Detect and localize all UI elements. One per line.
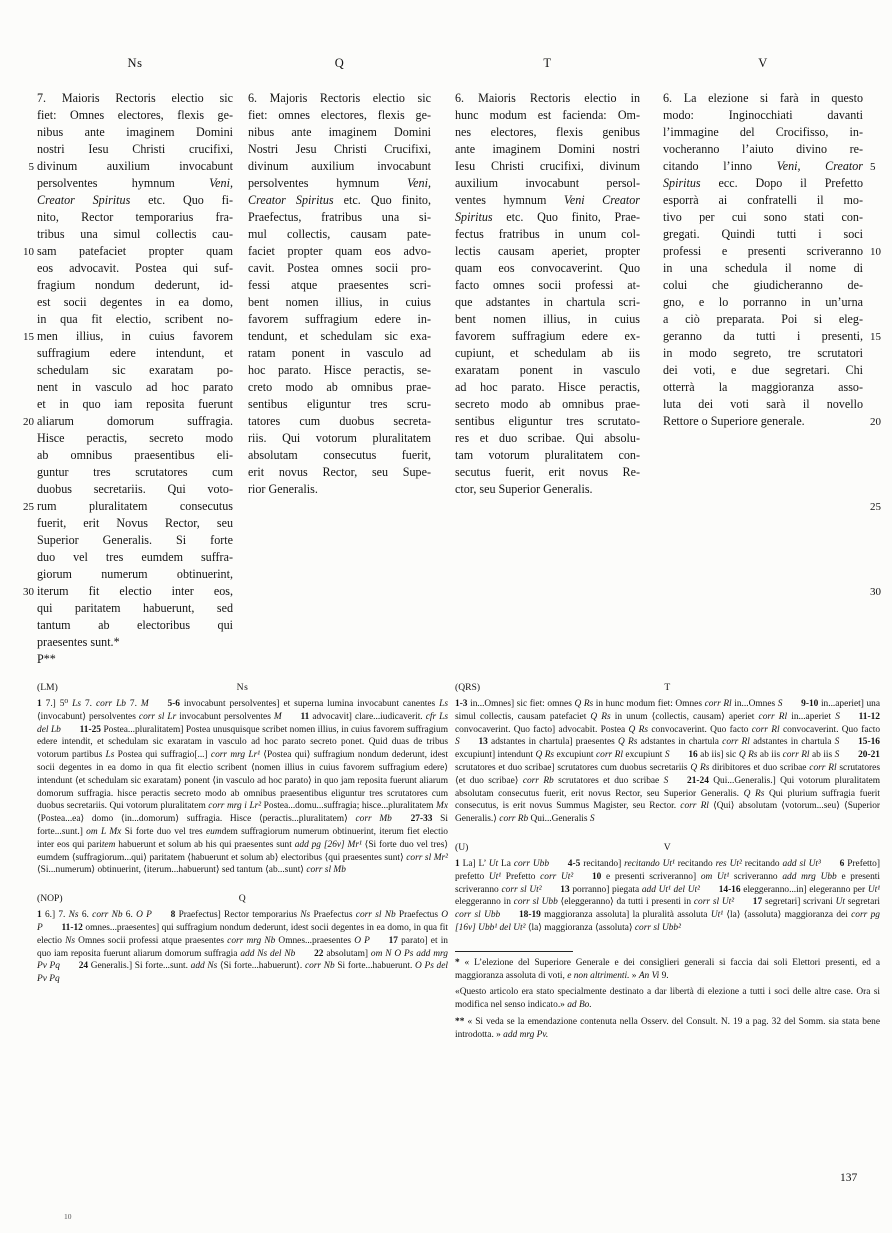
text-line: mul collectis, causam pate- [248, 227, 431, 241]
apparatus-block [37, 682, 448, 877]
text-line: Iesu Christi crucifixi, divinum [455, 159, 640, 173]
text-line: favorem suffragium edere in- [248, 312, 431, 326]
text-line: men illius, in cuius favorem [37, 329, 233, 343]
text-line: hoc parato. Hisce peractis, se- [248, 363, 431, 377]
page-number: 137 [840, 1172, 858, 1184]
apparatus-block [37, 893, 448, 986]
apparatus-text: 1 La] L’ Ut La corr Ubb 4-5 recitando] recitando Ut¹ recitando res Ut² recitando add sl Ut³ 6 Prefetto] prefetto Ut¹ Prefetto corr Ut² 10 e presenti scriveranno] om Ut¹ scriveranno add mrg Ubb e presenti scriveranno corr sl Ut² 13 porranno] piegata add Ut¹ del Ut² 14-16 eleggeranno...in] elegeranno per Ut¹ eleggeranno in corr sl Ubb ⟨eleggeranno⟩ da tutti i presenti in corr sl Ut² 17 segretari] scrivani Ut segretari corr sl Ubb 18-19 maggioranza assoluta] la pluralità assoluta Ut¹ ⟨la⟩ ⟨assoluta⟩ maggioranza dei corr pg [16v] Ubb¹ del Ut² ⟨la⟩ maggioranza ⟨assoluta⟩ corr sl Ubb² [455, 858, 881, 933]
apparatus-siglum: (U) [455, 841, 469, 853]
text-line: gno, e lo porranno in un’urna [663, 295, 863, 309]
apparatus-siglum: (LM) [37, 682, 58, 693]
text-line: facto omnes socii professi at- [455, 278, 640, 292]
text-line: schedulam sic exaratam po- [37, 363, 233, 377]
text-line: aliarum domorum suffragia. [37, 414, 233, 428]
footnote: * « L’elezione del Superiore Generale e dei consiglieri generali si faccia dai soli Elettori presenti, ed a maggioranza assoluta di voti, e non altrimenti. » An Vi 9. [455, 957, 880, 981]
text-line: Spiritus ecc. Dopo il Prefetto [663, 176, 863, 190]
text-line: fragium nondum dederunt, id- [37, 278, 233, 292]
apparatus-right-column [455, 682, 880, 1046]
text-line: que adstantes in chartula scri- [455, 295, 640, 309]
text-line: nibus ante imaginem Domini [248, 125, 431, 139]
text-line: favorem suffragium edere ex- [455, 329, 640, 343]
line-number: 20 [23, 416, 34, 428]
text-line: ctor, seu Superior Generalis. [455, 482, 593, 496]
text-line: a ciò preparata. Poi si eleg- [663, 312, 863, 326]
footnote-list [455, 957, 880, 1042]
text-line: praesentes sunt.* [37, 635, 120, 649]
text-line: rum pluralitatem consecutus [37, 499, 233, 513]
text-line: divinum auxilium invocabunt [248, 159, 431, 173]
footnote: «Questo articolo era stato specialmente destinato a dar libertà di elezione a tutti i soci delle altre case. Ora si modifica nel senso indicato.» ad Bo. [455, 987, 880, 1011]
text-line: 6. Majoris Rectoris electio sic [248, 91, 431, 105]
signature-mark: 10 [64, 1212, 72, 1221]
text-line: 6. La elezione si farà in questo [663, 91, 863, 105]
text-line: iterum fit electio inter eos, [37, 584, 233, 598]
apparatus-text: 1 7.] 5⁰ Ls 7. corr Lb 7. M 5-6 invocabunt persolventes] et superna lumina invocabunt canentes Ls ⟨invocabunt⟩ persolventes corr sl Lr invocabunt persolventes M 11 advocavit] clare...iudicaverit. cfr Ls del Lb 11-25 Postea...pluralitatem] Postea unusquisque scribet nomen illius, in cuius favorem suffragium edere intendit, et schedulam sic exaratam in vasculo ad hoc parato secreto ponet. Quid duas de tribus votorum partibus Ls Postea qui suffragio[...] corr mrg Lr¹ ⟨Postea qui⟩ suffragium nondum dederunt, idest socii degentes in ea domo in qua fit electio scribent ⟨nomen illius in cuius favorem suffragium edere⟩ intendunt ⟨et schedulam sic exaratam⟩ ponent ⟨in vasculo ad hoc parato⟩ in quo jam reposita fuerunt aliarum domorum suffragia. hisce peractis secreto modo ab omnibus praesentibus eliguntur tres scrutatores cum duobus secretariis. Qui votorum pluralitatem corr mrg i Lr² Postea...domu...suffragia; hisce...pluralitatem Mx ⟨Postea...ea⟩ domo ⟨in...domorum⟩ suffragia. Hisce ⟨peractis...pluralitatem⟩ corr Mb 27-33 Si forte...sunt.] om L Mx Si forte duo vel tres eumdem suffragiorum numerum obtinuerint, iterum fiet electio inter eos qui paritem habuerunt et solum ab his qui praesentes sunt add pg [26v] Mr¹ ⟨Si forte duo vel tres⟩ eumdem ⟨suffragiorum...qui⟩ paritatem ⟨habuerunt et solum ab⟩ electoribus ⟨qui praesentes sunt⟩ corr sl Mr² ⟨Si...numerum⟩ obtinuerint, ⟨iterum...habuerunt⟩ sed tantum ⟨ab...sunt⟩ corr sl Mb [37, 699, 449, 876]
line-number: 25 [23, 501, 34, 513]
apparatus-siglum: (NOP) [37, 893, 63, 905]
text-line: tendunt, et schedulam sic exa- [248, 329, 431, 343]
text-line: sam patefaciet propter quam [37, 244, 233, 258]
text-line: quam eos convocaverint. Quo [455, 261, 640, 275]
text-line: tam votorum pluralitatem con- [455, 448, 640, 462]
apparatus-left-column [37, 682, 448, 1002]
text-line: tribus una simul collectis cau- [37, 227, 233, 241]
text-line: ante imaginem Domini nostri [455, 142, 640, 156]
text-line: Praefectus, fratribus una si- [248, 210, 431, 224]
text-line: suffragium edere intendunt, et [37, 346, 233, 360]
text-line: geranno da tutti i presenti, [663, 329, 863, 343]
text-line: fessi atque praesentes scri- [248, 278, 431, 292]
text-line: ad hoc parato. Hisce peractis, [455, 380, 640, 394]
text-line: gregati. Quindi tutti i soci [663, 227, 863, 241]
text-line: Creator Spiritus etc. Quo finito, [248, 193, 431, 207]
text-line: riis. Qui votorum pluralitatem [248, 431, 431, 445]
text-line: tatores cum duobus secreta- [248, 414, 431, 428]
text-column-t [455, 90, 640, 498]
text-line: nent in vasculo ad hoc parato [37, 380, 233, 394]
line-number: 10 [870, 246, 881, 258]
text-line: rior Generalis. [248, 482, 318, 496]
text-column-q [248, 90, 431, 498]
text-line: citando l’inno Veni, Creator [663, 159, 863, 173]
text-line: bent nomen illius, in cuius [248, 295, 431, 309]
line-number: 15 [23, 331, 34, 343]
apparatus-witness: Q [238, 893, 247, 905]
text-line: cupiunt, et schedulam ab iis [455, 346, 640, 360]
text-line: P** [37, 652, 56, 666]
column-header-ns: Ns [127, 56, 143, 70]
line-number: 30 [870, 586, 881, 598]
text-line: in una schedula il nome di [663, 261, 863, 275]
text-line: duo vel tres eumdem suffra- [37, 550, 233, 564]
line-number: 20 [870, 416, 881, 428]
apparatus-right-blocks [455, 682, 880, 935]
line-number: 15 [870, 331, 881, 343]
text-line: nibus ante imaginem Domini [37, 125, 233, 139]
apparatus-block [455, 842, 880, 935]
text-line: fiet: Omnes electores, flexis ge- [37, 108, 233, 122]
text-line: sentibus eliguntur tres scru- [248, 397, 431, 411]
footnotes [455, 951, 880, 1042]
text-line: in qua fit electio, scribent no- [37, 312, 233, 326]
left-line-numbers [8, 90, 34, 600]
text-line: et in quo iam reposita fuerunt [37, 397, 233, 411]
line-number: 30 [23, 586, 34, 598]
apparatus-witness: Ns [236, 682, 249, 693]
line-number: 25 [870, 501, 881, 513]
line-number: 10 [23, 246, 34, 258]
text-line: modo: Inginocchiati davanti [663, 108, 863, 122]
text-line: 7. Maioris Rectoris electio sic [37, 91, 233, 105]
text-line: lectis causam aperiet, propter [455, 244, 640, 258]
apparatus-text: 1 6.] 7. Ns 6. corr Nb 6. O P 8 Praefectus] Rector temporarius Ns Praefectus corr sl Nb Praefectus O P 11-12 omnes...praesentes] qui suffragium nondum dederunt, idest socii degentes in ea domo, in qua fit electio Ns Omnes socii professi atque praesentes corr mrg Nb Omnes...praesentes O P 17 parato] et in quo iam reposita fuerunt aliarum domorum suffragia add Ns del Nb 22 absolutam] om N O Ps add mrg Pv Pq 24 Generalis.] Si forte...sunt. add Ns ⟨Si forte...habuerunt⟩. corr Nb Si forte...habuerunt. O Ps del Pv Pq [37, 910, 449, 985]
text-line: Creator Spiritus etc. Quo fi- [37, 193, 233, 207]
text-line: persolventes hymnum Veni, [37, 176, 233, 190]
text-line: secreto modo ab omnibus prae- [455, 397, 640, 411]
text-line: cavit. Postea omnes socii pro- [248, 261, 431, 275]
text-line: bent nomen illius, in cuius [455, 312, 640, 326]
line-number: 5 [870, 161, 876, 173]
text-line: divinum auxilium invocabunt [37, 159, 233, 173]
text-line: nito, Rector temporarius fra- [37, 210, 233, 224]
text-line: fectus fratribus in unum col- [455, 227, 640, 241]
text-line: ab omnibus praesentibus eli- [37, 448, 233, 462]
column-header-v: V [758, 56, 768, 70]
text-line: nes electores, flexis genibus [455, 125, 640, 139]
text-line: eos advocavit. Postea qui suf- [37, 261, 233, 275]
text-line: qui paritatem habuerunt, sed [37, 601, 233, 615]
column-header-q: Q [334, 56, 345, 70]
text-line: Spiritus etc. Quo finito, Prae- [455, 210, 640, 224]
text-line: professi e presenti scriveranno [663, 244, 863, 258]
text-line: otterrà la maggioranza asso- [663, 380, 863, 394]
text-line: Rettore o Superiore generale. [663, 414, 805, 428]
text-line: secutus fuerit, erit novus Re- [455, 465, 640, 479]
text-line: vocheranno l’aiuto divino re- [663, 142, 863, 156]
text-line: exaratam ponent in vasculo [455, 363, 640, 377]
text-column-v [663, 90, 863, 430]
text-line: dei voti, e due segretari. Chi [663, 363, 863, 377]
apparatus-siglum: (QRS) [455, 682, 481, 693]
footnote-separator [455, 951, 573, 952]
text-line: luta dei voti sarà il novello [663, 397, 863, 411]
text-line: creto modo ab omnibus prae- [248, 380, 431, 394]
text-line: absolutam consecutus fuerit, [248, 448, 431, 462]
text-line: persolventes hymnum Veni, [248, 176, 431, 190]
text-line: faciet propter quam eos advo- [248, 244, 431, 258]
text-line: duobus secretariis. Qui voto- [37, 482, 233, 496]
text-line: ventes hymnum Veni Creator [455, 193, 640, 207]
text-line: fiet: omnes electores, flexis ge- [248, 108, 431, 122]
text-line: Nostri Jesu Christi Crucifixi, [248, 142, 431, 156]
apparatus-witness: T [664, 682, 671, 693]
line-number: 5 [28, 161, 34, 173]
text-line: nostri Iesu Christi crucifixi, [37, 142, 233, 156]
right-line-numbers [870, 90, 892, 600]
text-line: l’immagine del Crocifisso, in- [663, 125, 863, 139]
apparatus-text: 1-3 in...Omnes] sic fiet: omnes Q Rs in hunc modum fiet: Omnes corr Rl in...Omnes S 9-10 in...aperiet] una simul collectis, causam patefaciet Q Rs in unum ⟨collectis, causam⟩ aperiet corr Rl in...aperiet S 11-12 convocaverint. Quo facto] advocabit. Postea Q Rs convocaverint. Quo facto corr Rl convocaverint. Quo facto S 13 adstantes in chartula] praesentes Q Rs adstantes in chartula corr Rl adstantes in chartula S 15-16 excupiunt] intendunt Q Rs excupiunt corr Rl excupiunt S 16 ab iis] sic Q Rs ab iis corr Rl ab iis S 20-21 scrutatores et duo scribae] scrutatores cum duobus secretariis Q Rs diribitores et duo scribae corr Rl scrutatores ⟨et duo scribae⟩ corr Rb scrutatores et duo scribae S 21-24 Qui...Generalis.] Qui votorum pluralitatem absolutam consecutus fuerit, erit novus Rector, seu Superior Generalis. Q Rs Qui plurium suffragia fuerit consecutus, is erit novus Summus Magister, seu Rector. corr Rl ⟨Qui⟩ absolutam ⟨votorum...seu⟩ ⟨Superior Generalis.⟩ corr Rb Qui...Generalis S [455, 699, 881, 825]
footnote: ** « Si veda se la emendazione contenuta nella Osserv. del Consult. N. 19 a pag. 32 del Somm. sia stata bene introdotta. » add mrg Pv. [455, 1016, 880, 1040]
text-line: Hisce peractis, secreto modo [37, 431, 233, 445]
text-line: est socii degentes in ea domo, [37, 295, 233, 309]
apparatus-block [455, 682, 880, 826]
text-line: in modo segreto, tre scrutatori [663, 346, 863, 360]
text-line: auxilium invocabunt persol- [455, 176, 640, 190]
text-line: res et duo scribae. Qui absolu- [455, 431, 640, 445]
text-line: giorum numerum obtinuerint, [37, 567, 233, 581]
text-line: hunc modum est facienda: Om- [455, 108, 640, 122]
text-line: tantum ab electoribus qui [37, 618, 233, 632]
text-line: colui che giudicheranno de- [663, 278, 863, 292]
text-line: erit novus Rector, seu Supe- [248, 465, 431, 479]
text-line: Superior Generalis. Si forte [37, 533, 233, 547]
text-line: ratam ponent in vasculo ad [248, 346, 431, 360]
text-line: fuerit, erit Novus Rector, seu [37, 516, 233, 530]
text-line: esporrà ai confratelli il mo- [663, 193, 863, 207]
column-header-t: T [543, 56, 552, 70]
text-column-ns [37, 90, 233, 668]
apparatus-witness: V [663, 841, 672, 853]
text-line: guntur tres scrutatores cum [37, 465, 233, 479]
text-line: tivo per cui sono stati con- [663, 210, 863, 224]
text-line: sentibus eliguntur tres scrutato- [455, 414, 640, 428]
text-line: 6. Maioris Rectoris electio in [455, 91, 640, 105]
